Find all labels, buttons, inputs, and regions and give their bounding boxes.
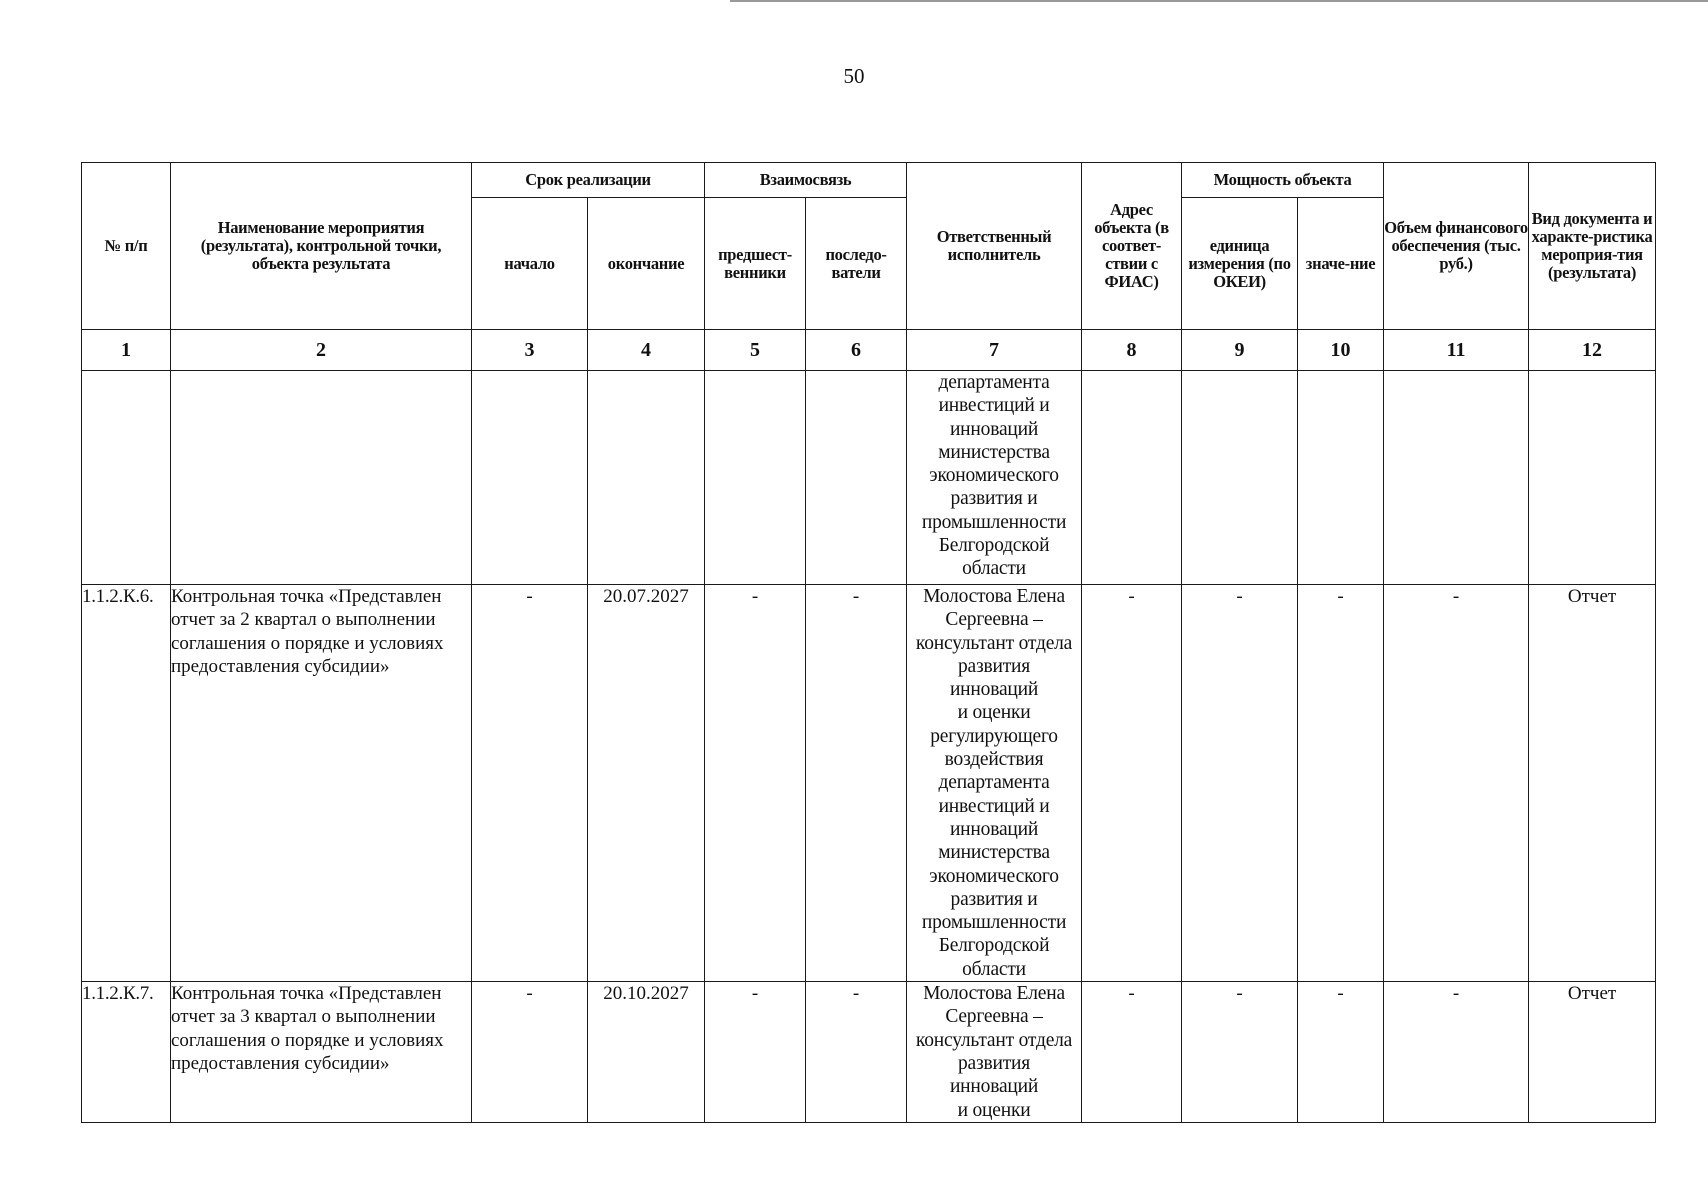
row-id: 1.1.2.К.6. [82, 585, 171, 982]
column-number: 9 [1182, 330, 1298, 371]
table-row [82, 585, 1656, 982]
row-name [171, 371, 472, 585]
measures-table [81, 162, 1656, 1123]
responsible-line: развития и [950, 488, 1038, 510]
header-predecessors: предшест-венники [705, 198, 806, 330]
responsible-line: министерства [938, 842, 1050, 864]
header-unit: единица измерения (по ОКЕИ) [1182, 198, 1298, 330]
page-number: 50 [843, 64, 865, 88]
row-responsible [907, 982, 1082, 1123]
column-number: 5 [705, 330, 806, 371]
row-name: Контрольная точка «Представлен отчет за 3 квартал о выполнении соглашения о порядке и условиях предоставления субсидии» [171, 982, 472, 1123]
column-number: 4 [588, 330, 705, 371]
responsible-line: развития [957, 1052, 1031, 1074]
responsible-line: развития [957, 655, 1031, 677]
top-rule [730, 0, 1708, 2]
row-successors [806, 371, 907, 585]
responsible-line: и оценки [957, 702, 1031, 724]
row-funding [1384, 371, 1529, 585]
header-funding: Объем финансового обеспечения (тыс. руб.) [1384, 163, 1529, 330]
row-address: - [1082, 585, 1182, 982]
row-doc-type: Отчет [1529, 982, 1656, 1123]
row-funding: - [1384, 982, 1529, 1123]
row-predecessors: - [705, 585, 806, 982]
row-funding: - [1384, 585, 1529, 982]
responsible-line: Сергеевна – [945, 609, 1043, 631]
header-end: окончание [588, 198, 705, 330]
responsible-line: инноваций [949, 679, 1039, 701]
row-address: - [1082, 982, 1182, 1123]
header-responsible: Ответственный исполнитель [907, 163, 1082, 330]
row-value: - [1298, 982, 1384, 1123]
column-number: 7 [907, 330, 1082, 371]
row-end [588, 371, 705, 585]
header-term-group: Срок реализации [472, 163, 705, 198]
responsible-line: регулирующего [930, 725, 1058, 747]
responsible-line: инноваций [949, 418, 1039, 440]
responsible-line: инноваций [949, 818, 1039, 840]
header-value: значе-ние [1298, 198, 1384, 330]
responsible-line: Белгородской [938, 935, 1050, 957]
row-predecessors: - [705, 982, 806, 1123]
responsible-line: Молостова Елена [923, 983, 1065, 1005]
responsible-line: воздействия [944, 749, 1044, 771]
header-doc-type: Вид документа и характе-ристика мероприя-тия (результата) [1529, 163, 1656, 330]
row-start: - [472, 982, 588, 1123]
responsible-line: департамента [938, 372, 1050, 393]
row-start [472, 371, 588, 585]
responsible-line: инвестиций и [938, 395, 1050, 417]
table-row [82, 982, 1656, 1123]
column-number: 3 [472, 330, 588, 371]
header-link-group: Взаимосвязь [705, 163, 907, 198]
header-address: Адрес объекта (в соответ-ствии с ФИАС) [1082, 163, 1182, 330]
responsible-line: инноваций [949, 1076, 1039, 1098]
responsible-line: инвестиций и [938, 795, 1050, 817]
row-end: 20.07.2027 [588, 585, 705, 982]
responsible-line: департамента [938, 772, 1050, 794]
header-successors: последо-ватели [806, 198, 907, 330]
column-number: 11 [1384, 330, 1529, 371]
column-number: 6 [806, 330, 907, 371]
column-number: 1 [82, 330, 171, 371]
row-value [1298, 371, 1384, 585]
header-row-groups [82, 163, 1656, 198]
row-start: - [472, 585, 588, 982]
row-doc-type: Отчет [1529, 585, 1656, 982]
column-number: 10 [1298, 330, 1384, 371]
responsible-line: Белгородской [938, 535, 1050, 557]
column-number: 2 [171, 330, 472, 371]
responsible-line: развития и [950, 888, 1038, 910]
responsible-line: области [962, 558, 1026, 580]
header-capacity-group: Мощность объекта [1182, 163, 1384, 198]
row-value: - [1298, 585, 1384, 982]
row-successors: - [806, 982, 907, 1123]
responsible-line: области [962, 958, 1026, 980]
column-number: 12 [1529, 330, 1656, 371]
column-number-row [82, 330, 1656, 371]
row-unit: - [1182, 585, 1298, 982]
row-successors: - [806, 585, 907, 982]
responsible-line: экономического [929, 465, 1059, 487]
row-end: 20.10.2027 [588, 982, 705, 1123]
responsible-line: Молостова Елена [923, 586, 1065, 607]
responsible-line: Сергеевна – [945, 1006, 1043, 1028]
responsible-line: консультант отдела [915, 1029, 1073, 1051]
table-row [82, 371, 1656, 585]
responsible-line: промышленности [921, 511, 1067, 533]
header-number: № п/п [82, 163, 171, 330]
header-name: Наименование мероприятия (результата), контрольной точки, объекта результата [171, 163, 472, 330]
row-address [1082, 371, 1182, 585]
responsible-line: министерства [938, 441, 1050, 463]
column-number: 8 [1082, 330, 1182, 371]
row-responsible [907, 371, 1082, 585]
row-predecessors [705, 371, 806, 585]
row-unit: - [1182, 982, 1298, 1123]
row-id: 1.1.2.К.7. [82, 982, 171, 1123]
responsible-line: консультант отдела [915, 632, 1073, 654]
row-id [82, 371, 171, 585]
row-doc-type [1529, 371, 1656, 585]
row-name: Контрольная точка «Представлен отчет за 2 квартал о выполнении соглашения о порядке и условиях предоставления субсидии» [171, 585, 472, 982]
responsible-line: и оценки [957, 1099, 1031, 1121]
header-start: начало [472, 198, 588, 330]
responsible-line: экономического [929, 865, 1059, 887]
row-unit [1182, 371, 1298, 585]
row-responsible [907, 585, 1082, 982]
responsible-line: промышленности [921, 912, 1067, 934]
